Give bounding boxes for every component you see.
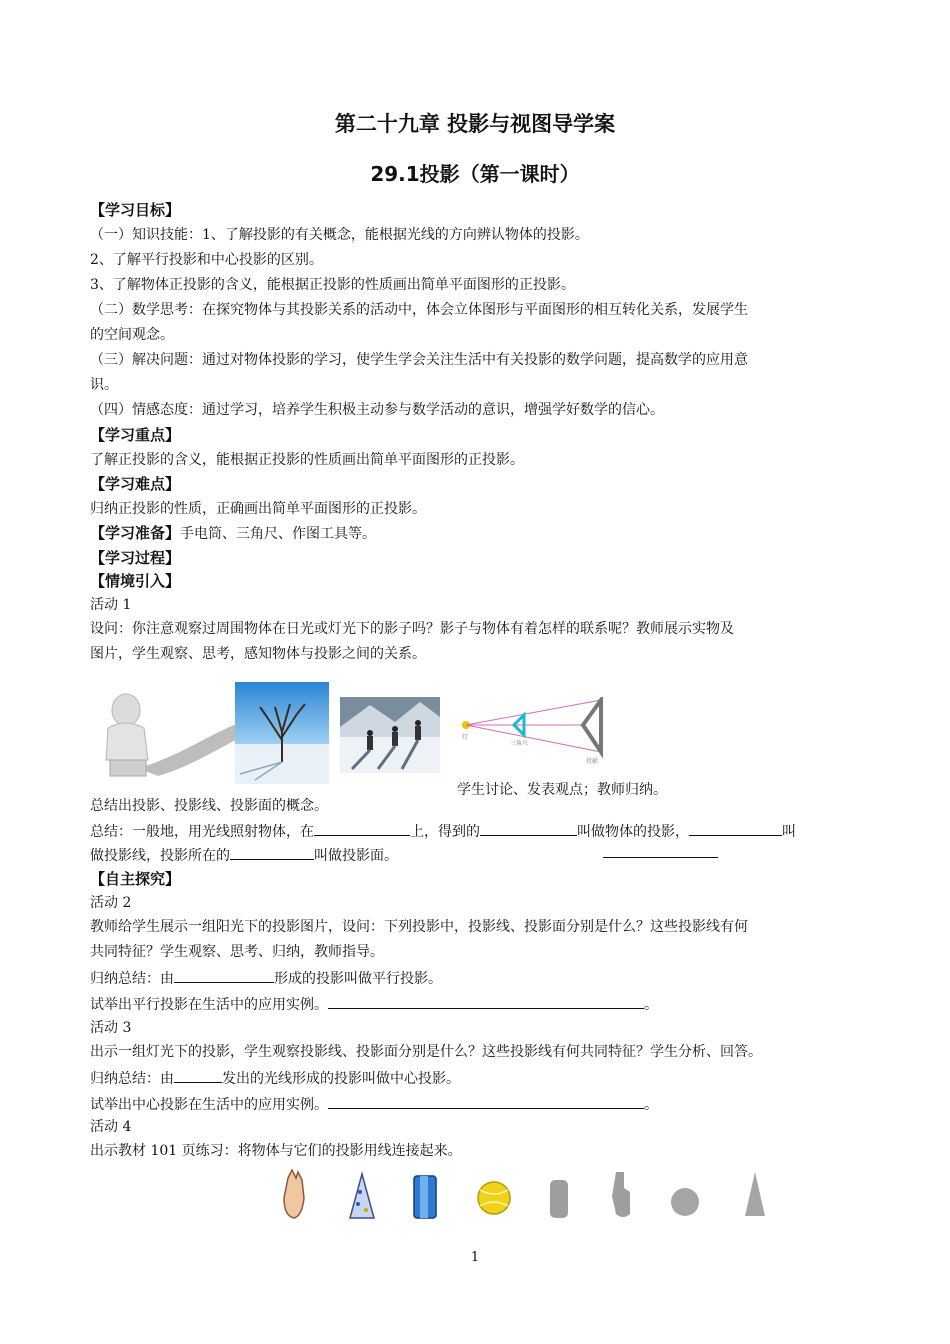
activity-2-question: 教师给学生展示一组阳光下的投影图片，设问：下列投影中，投影线、投影面分别是什么？这些投影线有何 bbox=[90, 919, 748, 935]
goal-3: 3、了解物体正投影的含义，能根据正投影的性质画出简单平面图形的正投影。 bbox=[90, 277, 575, 293]
heading-difficulties: 【学习难点】 bbox=[90, 475, 181, 493]
goal-problem-solving-cont: 识。 bbox=[90, 377, 118, 393]
light-projection-diagram bbox=[458, 697, 608, 767]
circle-shadow-icon bbox=[671, 1188, 699, 1216]
central-example-text: 试举出中心投影在生活中的应用实例。 bbox=[90, 1097, 328, 1113]
parallel-example-line bbox=[90, 994, 658, 1014]
discussion-line: 学生讨论、发表观点；教师归纳。 bbox=[457, 782, 667, 798]
skiers-image bbox=[340, 697, 440, 773]
activity-2-label: 活动 2 bbox=[90, 895, 132, 911]
skier-1-body bbox=[367, 736, 373, 750]
summary-text-d: 叫 bbox=[782, 824, 796, 840]
activity-2-question-cont: 共同特征？学生观察、思考、归纳，教师指导。 bbox=[90, 944, 384, 960]
statue-shadow-image bbox=[98, 688, 258, 783]
projection-ray-bottom bbox=[466, 725, 601, 752]
lamp-label: 灯 bbox=[462, 734, 469, 741]
activity-4-question: 出示教材 101 页练习：将物体与它们的投影用线连接起来。 bbox=[90, 1143, 462, 1159]
activity-4-label: 活动 4 bbox=[90, 1119, 132, 1135]
ruler-label: 三角尺 bbox=[510, 740, 529, 747]
activity-3-label: 活动 3 bbox=[90, 1020, 132, 1036]
preparation-text: 手电筒、三角尺、作图工具等。 bbox=[180, 526, 377, 542]
parallel-example-period: 。 bbox=[644, 997, 658, 1013]
parallel-example-text: 试举出平行投影在生活中的应用实例。 bbox=[90, 997, 328, 1013]
blank-central-source bbox=[174, 1068, 222, 1083]
statue-base bbox=[110, 760, 146, 776]
statue-head bbox=[112, 694, 140, 726]
summary-text-f: 叫做投影面。 bbox=[314, 848, 398, 864]
hexagonal-prism-icon bbox=[414, 1176, 436, 1218]
triangle-shadow-icon bbox=[745, 1172, 765, 1216]
shadow-label: 投影 bbox=[586, 758, 599, 765]
central-text-a: 归纳总结：由 bbox=[90, 1071, 174, 1087]
summary-text-c: 叫做物体的投影， bbox=[577, 824, 689, 840]
preparation-line bbox=[90, 524, 376, 543]
blank-parallel-source bbox=[174, 968, 274, 983]
difficulties-text: 归纳正投影的性质，正确画出简单平面图形的正投影。 bbox=[90, 501, 426, 517]
blank-parallel-example bbox=[328, 994, 644, 1009]
summary-text-e: 做投影线，投影所在的 bbox=[90, 848, 230, 864]
hand-shadow-icon bbox=[612, 1172, 630, 1217]
document-title: 第二十九章 投影与视图导学案 bbox=[334, 112, 616, 136]
blank-central-example bbox=[328, 1094, 644, 1109]
blank-shadow bbox=[480, 821, 577, 836]
hand-gesture-icon bbox=[284, 1170, 304, 1218]
central-projection-line bbox=[90, 1068, 460, 1088]
statue-torso bbox=[106, 723, 148, 760]
heading-key-points: 【学习重点】 bbox=[90, 426, 181, 444]
rectangle-shadow-icon bbox=[550, 1180, 568, 1218]
summary-fill-line-1 bbox=[90, 821, 796, 841]
summary-concepts: 总结出投影、投影线、投影面的概念。 bbox=[90, 798, 328, 814]
summary-fill-line-2 bbox=[90, 845, 398, 865]
summary-text-a: 总结：一般地，用光线照射物体，在 bbox=[90, 824, 314, 840]
goal-knowledge: （一）知识技能：1、了解投影的有关概念，能根据光线的方向辨认物体的投影。 bbox=[90, 227, 589, 243]
skier-3-body bbox=[415, 726, 421, 740]
tennis-ball-icon bbox=[478, 1182, 510, 1214]
parallel-text-b: 形成的投影叫做平行投影。 bbox=[274, 971, 442, 987]
parallel-projection-line bbox=[90, 968, 442, 988]
skier-3-head bbox=[415, 720, 421, 726]
heading-self-explore: 【自主探究】 bbox=[90, 870, 181, 888]
blank-projection-line bbox=[689, 821, 782, 836]
heading-learning-goals: 【学习目标】 bbox=[90, 201, 181, 219]
goal-attitude: （四）情感态度：通过学习，培养学生积极主动参与数学活动的意识，增强学好数学的信心。 bbox=[90, 402, 664, 418]
party-hat-icon bbox=[350, 1174, 374, 1218]
activity-1-question: 设问：你注意观察过周围物体在日光或灯光下的影子吗？影子与物体有着怎样的联系呢？教师展示实物及 bbox=[90, 621, 734, 637]
central-example-line bbox=[90, 1094, 658, 1114]
projection-shadow-icon bbox=[583, 700, 601, 752]
page-number: 1 bbox=[470, 1250, 480, 1265]
skier-2-head bbox=[392, 726, 398, 732]
goal-problem-solving: （三）解决问题：通过对物体投影的学习，使学生学会关注生活中有关投影的数学问题，提高数学的应用意 bbox=[90, 352, 748, 368]
central-example-period: 。 bbox=[644, 1097, 658, 1113]
winter-tree-image bbox=[235, 682, 329, 784]
skier-2-body bbox=[392, 732, 398, 746]
extra-blank-line bbox=[603, 857, 718, 858]
blank-projection-surface bbox=[314, 821, 410, 836]
projection-ray-top bbox=[466, 700, 601, 725]
heading-process: 【学习过程】 bbox=[90, 549, 181, 567]
activity-1-label: 活动 1 bbox=[90, 597, 132, 613]
key-points-text: 了解正投影的含义，能根据正投影的性质画出简单平面图形的正投影。 bbox=[90, 452, 524, 468]
goal-math-thinking: （二）数学思考：在探究物体与其投影关系的活动中，体会立体图形与平面图形的相互转化关系，发展学生 bbox=[90, 302, 748, 318]
heading-scenario-intro: 【情境引入】 bbox=[90, 572, 181, 590]
document-subtitle: 29.1投影（第一课时） bbox=[370, 162, 580, 186]
goal-2: 2、了解平行投影和中心投影的区别。 bbox=[90, 252, 323, 268]
blank-plane bbox=[230, 845, 314, 860]
goal-math-thinking-cont: 的空间观念。 bbox=[90, 327, 174, 343]
activity-1-question-cont: 图片，学生观察、思考，感知物体与投影之间的关系。 bbox=[90, 646, 426, 662]
central-text-b: 发出的光线形成的投影叫做中心投影。 bbox=[222, 1071, 460, 1087]
heading-preparation: 【学习准备】 bbox=[90, 524, 181, 542]
summary-text-b: 上，得到的 bbox=[410, 824, 480, 840]
parallel-text-a: 归纳总结：由 bbox=[90, 971, 174, 987]
objects-projections-row bbox=[280, 1168, 780, 1224]
skier-1-head bbox=[367, 730, 373, 736]
activity-3-question: 出示一组灯光下的投影，学生观察投影线、投影面分别是什么？这些投影线有何共同特征？学生分析、回答。 bbox=[90, 1044, 762, 1060]
